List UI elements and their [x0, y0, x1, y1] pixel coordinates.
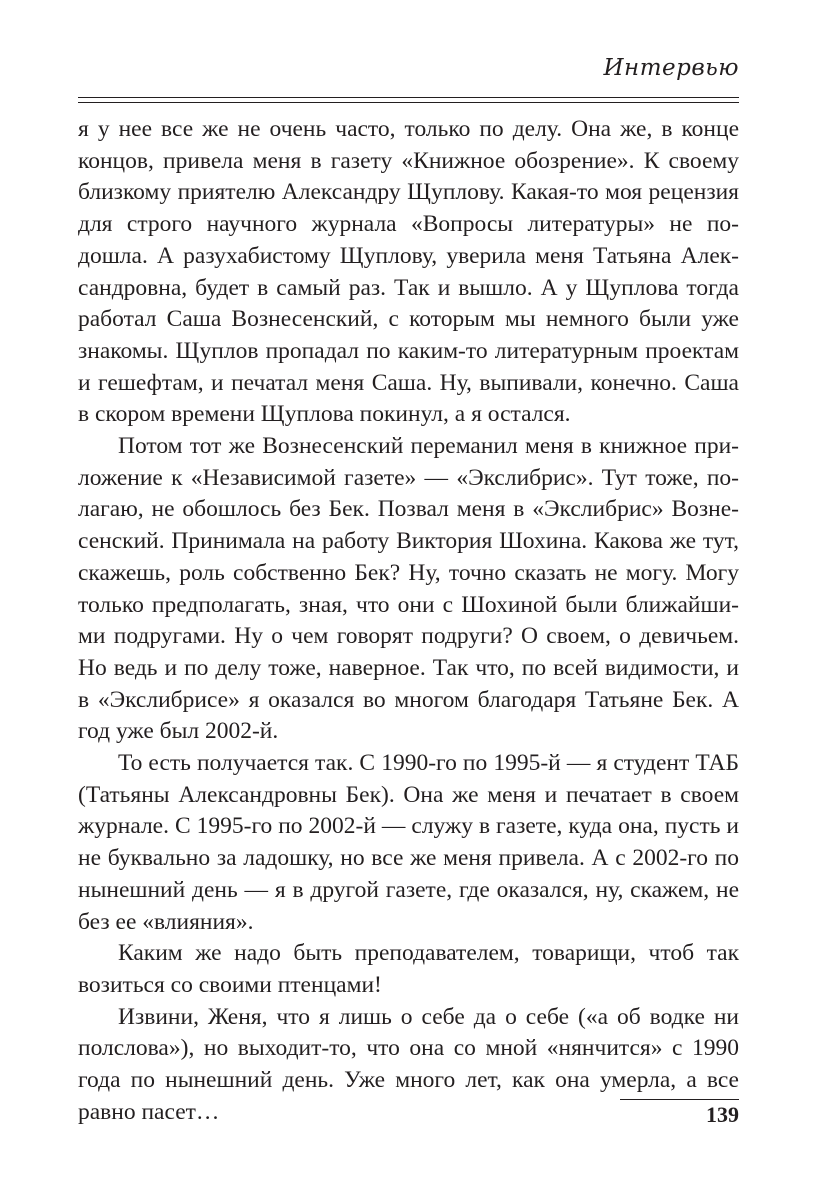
paragraph-4: Каким же надо быть преподавателем, товарищи, чтоб так возиться со своими птенцами! [78, 940, 739, 998]
page-number: 139 [706, 1102, 739, 1127]
paragraph-5: Извини, Женя, что я лишь о себе да о себе («а об водке ни полслова»), но выходит-то, что она со мной «нянчится» с 1990 года по нынешний день. Уже много лет, как она умерла, а все равно пасет… [78, 1003, 739, 1125]
header-rule-lower [78, 102, 739, 103]
paragraph-3: То есть получается так. С 1990-го по 1995-й — я студент ТАБ (Татьяны Александровны Бек). Она же меня и печатает в своем журнале. С 1995-го по 2002-й — служу в газете, куда она, пусть и не буквально за ладошку, но все же меня привела. А с 2002-го по нынешний день — я в другой газете, где оказался, ну, скажем, не без ее «влияния». [78, 750, 739, 935]
paragraph-2: Потом тот же Вознесенский переманил меня в книжное приложение к «Независимой газете» — «Экслибрис». Тут тоже, полагаю, не обошлось без Бек. Позвал меня в «Экслибрис» Вознесенский. Принимала на работу Виктория Шохина. Какова же тут, скажешь, роль собственно Бек? Ну, точно сказать не могу. Могу только предполагать, зная, что они с Шохиной были ближайшими подругами. Ну о чем говорят подруги? О своем, о девичьем. Но ведь и по делу тоже, наверное. Так что, по всей видимости, и в «Экслибрисе» я оказался во многом благодаря Татьяне Бек. А год уже был 2002-й. [78, 433, 739, 745]
header-rule-upper [78, 97, 739, 98]
running-head-title: Интервью [603, 55, 739, 81]
body-text [78, 114, 739, 1129]
paragraph-1: я у нее все же не очень часто, только по делу. Она же, в конце концов, привела меня в газету «Книжное обозрение». К своему близкому приятелю Александру Щуплову. Какая-то моя рецензия для строго научного журнала «Вопросы литературы» не подошла. А разухабистому Щуплову, уверила меня Татьяна Александровна, будет в самый раз. Так и вышло. А у Щуплова тогда работал Саша Вознесенский, с которым мы немного были уже знакомы. Щуплов пропадал по каким-то литературным проектам и гешефтам, и печатал меня Саша. Ну, выпивали, конечно. Саша в скором времени Щуплова покинул, а я остался. [78, 116, 739, 428]
footer-rule [620, 1099, 739, 1100]
